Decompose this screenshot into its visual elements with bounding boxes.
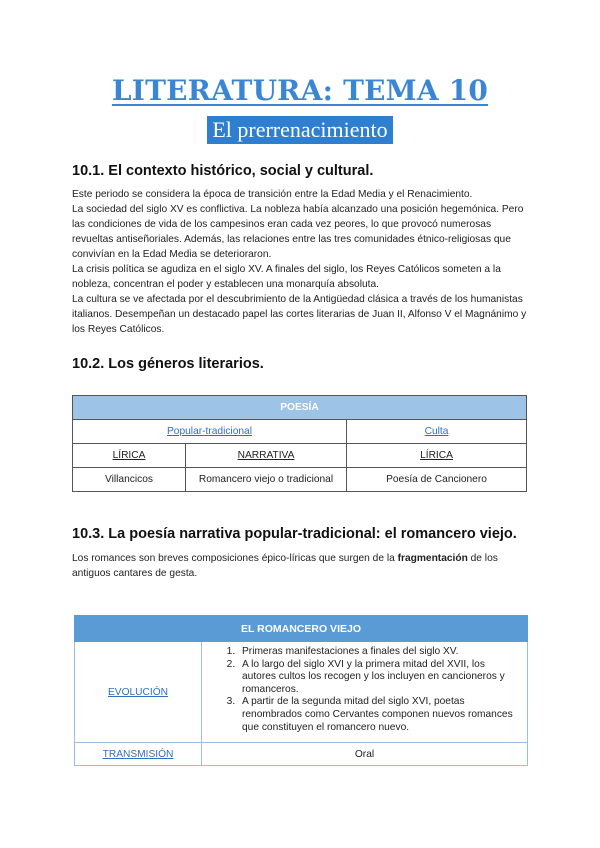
table-cell: Romancero viejo o tradicional (186, 468, 347, 492)
list-item: 1. Primeras manifestaciones a finales del siglo XV. (238, 646, 517, 659)
table-row (75, 642, 528, 743)
section-1-body (72, 187, 532, 337)
list-item: 2. A lo largo del siglo XVI y la primera mitad del XVII, los autores cultos los recogen y los incluyen en cancioneros y romanceros. (238, 659, 517, 697)
group-culta-link[interactable] (347, 420, 527, 444)
group-label[interactable]: Culta (424, 426, 449, 437)
subtitle-wrap (0, 116, 600, 144)
bold-term: fragmentación (397, 553, 468, 564)
table-cell: Villancicos (73, 468, 186, 492)
transmision-link[interactable]: TRANSMISIÓN (102, 748, 174, 760)
section-3-body (72, 551, 532, 581)
table-row (73, 468, 527, 492)
section-heading-3: 10.3. La poesía narrativa popular-tradicional: el romancero viejo. (72, 526, 517, 542)
subheader-label: LÍRICA (112, 450, 146, 461)
table-cell: Poesía de Cancionero (347, 468, 527, 492)
table-row (75, 743, 528, 766)
paragraph: La crisis política se agudiza en el siglo XV. A finales del siglo, los Reyes Católicos someten a la nobleza, concentran el poder y establecen una monarquía absoluta. (72, 264, 501, 290)
document-title: LITERATURA: TEMA 10 (111, 74, 489, 107)
evolucion-list (238, 646, 517, 734)
paragraph: La cultura se ve afectada por el descubrimiento de la Antigüedad clásica a través de los humanistas italianos. Desempeñan un destacado papel las cortes literarias de Juan II, Alfonso V el Magnánimo y los Reyes Católicos. (72, 294, 527, 335)
evolucion-link[interactable]: EVOLUCIÓN (107, 686, 168, 698)
section-heading-2: 10.2. Los géneros literarios. (72, 356, 264, 372)
paragraph: Este periodo se considera la época de transición entre la Edad Media y el Renacimiento. (72, 189, 473, 200)
generos-table (72, 395, 527, 492)
transmision-value: Oral (202, 743, 528, 766)
paragraph (72, 551, 532, 581)
subheader-label: LÍRICA (420, 450, 453, 461)
transmision-link-cell[interactable] (75, 743, 202, 766)
text-run: de los antiguos cantares de gesta. (72, 553, 498, 579)
table-header-row (73, 396, 527, 420)
text-run: Los romances son breves composiciones épico-líricas que surgen de la (72, 553, 398, 564)
group-popular-link[interactable] (73, 420, 347, 444)
romancero-header: EL ROMANCERO VIEJO (75, 616, 528, 642)
subheader-cell (347, 444, 527, 468)
subheader-label: NARRATIVA (237, 450, 295, 461)
subheader-cell (73, 444, 186, 468)
document-subtitle: El prerrenacimiento (207, 116, 392, 144)
group-label[interactable]: Popular-tradicional (167, 426, 252, 437)
subheader-cell (186, 444, 347, 468)
poesia-header: POESÍA (73, 396, 527, 420)
table-header-row (75, 616, 528, 642)
evolucion-list-cell (202, 642, 528, 743)
table-row (73, 420, 527, 444)
section-heading-1: 10.1. El contexto histórico, social y cultural. (72, 163, 374, 179)
paragraph: La sociedad del siglo XV es conflictiva. La nobleza había alcanzado una posición hegemónica. Pero las condiciones de vida de los campesinos eran cada vez peores, lo que provocó numerosas revueltas antiseñoriales. Además, las relaciones entre las tres comunidades étnico-religiosas que convivían en la Edad Media se deterioraron. (72, 204, 524, 260)
table-row (73, 444, 527, 468)
list-item: 3. A partir de la segunda mitad del siglo XVI, poetas renombrados como Cervantes componen nuevos romances que constituyen el romancero nuevo. (238, 696, 517, 734)
evolucion-link-cell[interactable] (75, 642, 202, 743)
romancero-table (74, 615, 528, 766)
